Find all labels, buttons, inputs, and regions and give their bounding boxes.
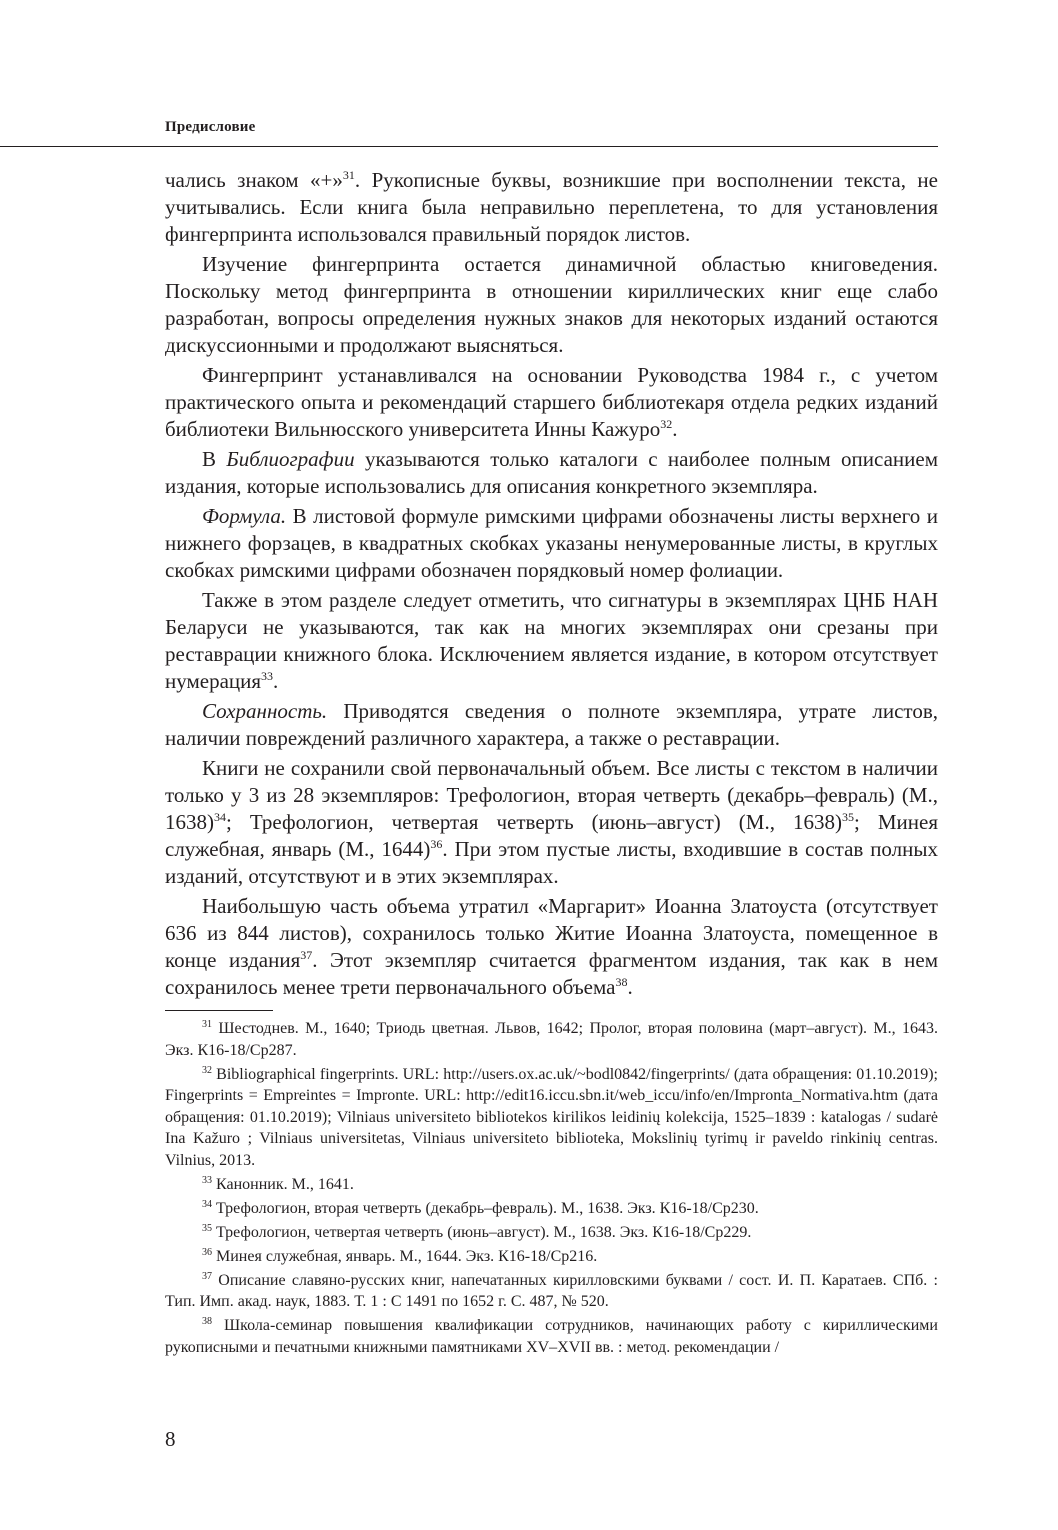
footnote [165,1315,938,1358]
paragraph-text: Книги не сохранили свой первоначальный объем. Все листы с текстом в наличии только у 3 из 28 экземпляров: Трефологион, вторая четверть (декабрь–февраль) (М., 1638) [165,756,938,834]
footnote-number: 33 [202,1174,212,1186]
paragraph-text: Приводятся сведения о полноте экземпляра, утрате листов, наличии повреждений различного характера, а также о реставрации. [165,699,938,750]
italic-term: Формула. [202,504,287,528]
footnote-number: 35 [202,1222,212,1234]
paragraph [165,251,938,359]
page-number: 8 [165,1427,176,1451]
footnote-text: Школа-семинар повышения квалификации сотрудников, начинающих работу с кириллическими рукописными и печатными книжными памятниками XV–XVII вв. : метод. рекомендации / [165,1317,938,1356]
paragraph-text: . Этот экземпляр считается фрагментом издания, так как в нем сохранилось менее трети первоначального объема [165,948,938,999]
footnote [165,1222,938,1244]
footnote-ref: 37 [300,948,313,962]
footnote-text: Трефологион, вторая четверть (декабрь–февраль). М., 1638. Экз. К16-18/Ср230. [212,1199,759,1217]
footnote-text: Минея служебная, январь. М., 1644. Экз. К16-18/Ср216. [212,1247,598,1265]
paragraph [165,698,938,752]
italic-term: Библиографии [226,447,355,471]
running-head: Предисловие [165,119,256,135]
paragraph-text: ; Минея служебная, январь (М., 1644) [165,810,938,861]
footnote-text: Bibliographical fingerprints. URL: http://users.ox.ac.uk/~bodl0842/fingerprints/ (дата обращения: 01.10.2019); Fingerprints = Empreintes = Impronte. URL: http://edit16.iccu.sbn.it/web_iccu/info/en/Impronta_Normativa.htm (дата обращения: 01.10.2019); Vilniaus universiteto bibliotekos kirilikos leidinių kolekcija, 1525–1839 : katalogas / sudarė Ina Kažuro ; Vilniaus universitetas, Vilniaus universiteto biblioteka, Mokslinių tyrimų ir paveldo rinkinių centras. Vilnius, 2013. [165,1065,938,1169]
footnote-ref: 35 [842,810,854,824]
footnote-ref: 33 [261,669,274,683]
paragraph-text: ; Трефологион, четвертая четверть (июнь–август) (М., 1638) [226,810,842,834]
footnote-ref: 34 [214,810,226,824]
paragraph-text: . При этом пустые листы, входившие в состав полных изданий, отсутствуют и в этих экземплярах. [165,837,938,888]
footnote [165,1018,938,1061]
footnote [165,1064,938,1172]
paragraph-text: . Рукописные буквы, возникшие при восполнении текста, не учитывались. Если книга была неправильно переплетена, то для установления фингерпринта использовался правильный порядок листов. [165,168,938,246]
paragraph-text: Изучение фингерпринта остается динамичной областью книговедения. Поскольку метод фингерпринта в отношении кириллических книг еще слабо разработан, вопросы определения нужных знаков для некоторых изданий остаются дискуссионными и продолжают выясняться. [165,252,938,357]
italic-term: Сохранность. [202,699,328,723]
paragraph-text: Наибольшую часть объема утратил «Маргарит» Иоанна Златоуста (отсутствует 636 из 844 листов), сохранилось только Житие Иоанна Златоуста, помещенное в конце издания [165,894,938,972]
footnote-number: 37 [202,1270,212,1282]
footnote-ref: 38 [615,975,628,989]
paragraph-text: . [672,417,678,441]
footnote-ref: 31 [342,168,355,182]
header-rule [0,146,938,147]
footnote-rule [165,1010,273,1011]
paragraph [165,755,938,890]
paragraph-text: В [202,447,227,471]
paragraph [165,362,938,443]
footnote-number: 38 [202,1316,212,1327]
footnote [165,1174,938,1196]
footnote-number: 34 [202,1198,212,1210]
paragraph [165,446,938,500]
paragraph [165,167,938,248]
footnotes [165,1018,938,1361]
paragraph-text: . [627,975,633,999]
footnote-number: 36 [202,1246,212,1258]
paragraph [165,503,938,584]
paragraph-text: Фингерпринт устанавливался на основании Руководства 1984 г., с учетом практического опыта и рекомендаций старшего библиотекаря отдела редких изданий библиотеки Вильнюсского университета Инны Кажуро [165,363,938,441]
paragraph [165,893,938,1001]
footnote [165,1270,938,1313]
paragraph-text: . [273,669,279,693]
footnote [165,1198,938,1220]
body-text [165,167,938,1004]
footnote-number: 31 [202,1019,212,1030]
paragraph [165,587,938,695]
footnote-text: Описание славяно-русских книг, напечатанных кирилловскими буквами / сост. И. П. Каратаев. СПб. : Тип. Имп. акад. наук, 1883. Т. 1 : С 1491 по 1652 г. С. 487, № 520. [165,1271,938,1310]
paragraph-text: Также в этом разделе следует отметить, что сигнатуры в экземплярах ЦНБ НАН Беларуси не указываются, так как на многих экземплярах они срезаны при реставрации книжного блока. Исключением является издание, в котором отсутствует нумерация [165,588,938,693]
footnote-ref: 36 [430,837,443,851]
footnote-ref: 32 [660,417,673,431]
footnote-text: Канонник. М., 1641. [212,1175,354,1193]
footnote-number: 32 [202,1064,212,1076]
footnote-text: Шестоднев. М., 1640; Триодь цветная. Львов, 1642; Пролог, вторая половина (март–август). М., 1643. Экз. К16-18/Ср287. [165,1020,938,1059]
paragraph-text: чались знаком «+» [165,168,343,192]
paragraph-text: В листовой формуле римскими цифрами обозначены листы верхнего и нижнего форзацев, в квадратных скобках указаны ненумерованные листы, в круглых скобках римскими цифрами обозначен порядковый номер фолиации. [165,504,938,582]
footnote-text: Трефологион, четвертая четверть (июнь–август). М., 1638. Экз. К16-18/Ср229. [212,1223,752,1241]
footnote [165,1246,938,1268]
paragraph-text: указываются только каталоги с наиболее полным описанием издания, которые использовались для описания конкретного экземпляра. [165,447,938,498]
